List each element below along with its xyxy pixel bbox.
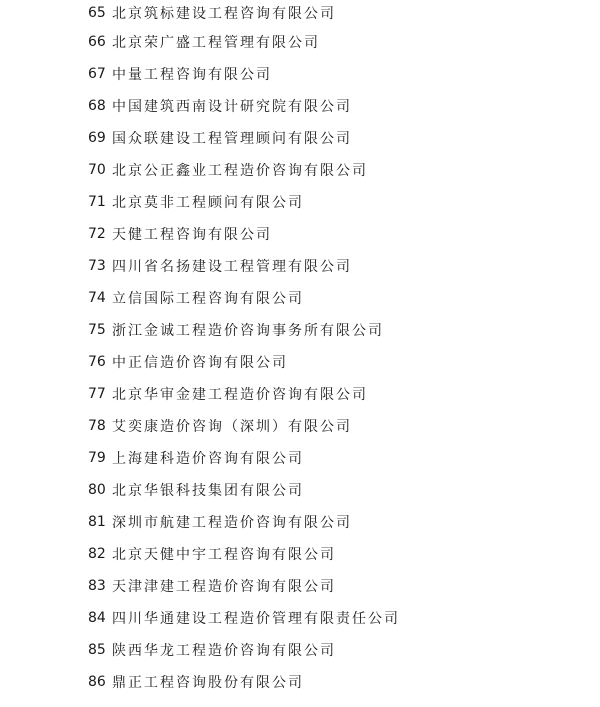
list-item: [88, 570, 400, 602]
item-number: 82: [88, 546, 106, 562]
item-number: 75: [88, 322, 106, 338]
company-name: 北京华审金建工程造价咨询有限公司: [112, 387, 368, 403]
item-number: 80: [88, 482, 106, 498]
company-name: 陕西华龙工程造价咨询有限公司: [112, 643, 336, 659]
company-list: [88, 0, 400, 698]
list-item: [88, 602, 400, 634]
item-number: 78: [88, 418, 106, 434]
item-number: 84: [88, 610, 106, 626]
company-name: 上海建科造价咨询有限公司: [112, 451, 304, 467]
item-number: 72: [88, 226, 106, 242]
item-number: 86: [88, 674, 106, 690]
company-name: 立信国际工程咨询有限公司: [112, 291, 304, 307]
item-number: 74: [88, 290, 106, 306]
company-name: 天津津建工程造价咨询有限公司: [112, 579, 336, 595]
list-item: [88, 250, 400, 282]
item-number: 73: [88, 258, 106, 274]
item-number: 85: [88, 642, 106, 658]
list-item: [88, 154, 400, 186]
company-name: 中国建筑西南设计研究院有限公司: [112, 99, 352, 115]
item-number: 66: [88, 34, 106, 50]
item-number: 77: [88, 386, 106, 402]
company-name: 北京华银科技集团有限公司: [112, 483, 304, 499]
item-number: 81: [88, 514, 106, 530]
company-name: 北京天健中宇工程咨询有限公司: [112, 547, 336, 563]
item-number: 71: [88, 194, 106, 210]
company-name: 四川华通建设工程造价管理有限责任公司: [112, 611, 400, 627]
item-number: 83: [88, 578, 106, 594]
list-item: [88, 26, 400, 58]
company-name: 中量工程咨询有限公司: [112, 67, 272, 83]
list-item: [88, 90, 400, 122]
list-item: [88, 634, 400, 666]
list-item: [88, 122, 400, 154]
list-item: [88, 378, 400, 410]
company-name: 北京荣广盛工程管理有限公司: [112, 35, 320, 51]
item-number: 68: [88, 98, 106, 114]
list-item: [88, 58, 400, 90]
item-number: 70: [88, 162, 106, 178]
list-item: [88, 506, 400, 538]
list-item: [88, 218, 400, 250]
company-name: 中正信造价咨询有限公司: [112, 355, 288, 371]
company-name: 浙江金诚工程造价咨询事务所有限公司: [112, 323, 384, 339]
item-number: 76: [88, 354, 106, 370]
company-name: 天健工程咨询有限公司: [112, 227, 272, 243]
company-name: 鼎正工程咨询股份有限公司: [112, 675, 304, 691]
item-number: 69: [88, 130, 106, 146]
company-name: 深圳市航建工程造价咨询有限公司: [112, 515, 352, 531]
list-item: [88, 346, 400, 378]
company-name: 艾奕康造价咨询（深圳）有限公司: [112, 419, 352, 435]
item-number: 65: [88, 5, 106, 21]
list-item: [88, 666, 400, 698]
company-name: 四川省名扬建设工程管理有限公司: [112, 259, 352, 275]
list-item: [88, 314, 400, 346]
company-name: 北京公正鑫业工程造价咨询有限公司: [112, 163, 368, 179]
company-name: 北京莫非工程顾问有限公司: [112, 195, 304, 211]
item-number: 79: [88, 450, 106, 466]
list-item: [88, 538, 400, 570]
list-item: [88, 474, 400, 506]
list-item: [88, 186, 400, 218]
company-name: 北京筑标建设工程咨询有限公司: [112, 6, 336, 22]
list-item: [88, 282, 400, 314]
list-item: [88, 442, 400, 474]
list-item: [88, 0, 400, 26]
item-number: 67: [88, 66, 106, 82]
company-name: 国众联建设工程管理顾问有限公司: [112, 131, 352, 147]
list-item: [88, 410, 400, 442]
